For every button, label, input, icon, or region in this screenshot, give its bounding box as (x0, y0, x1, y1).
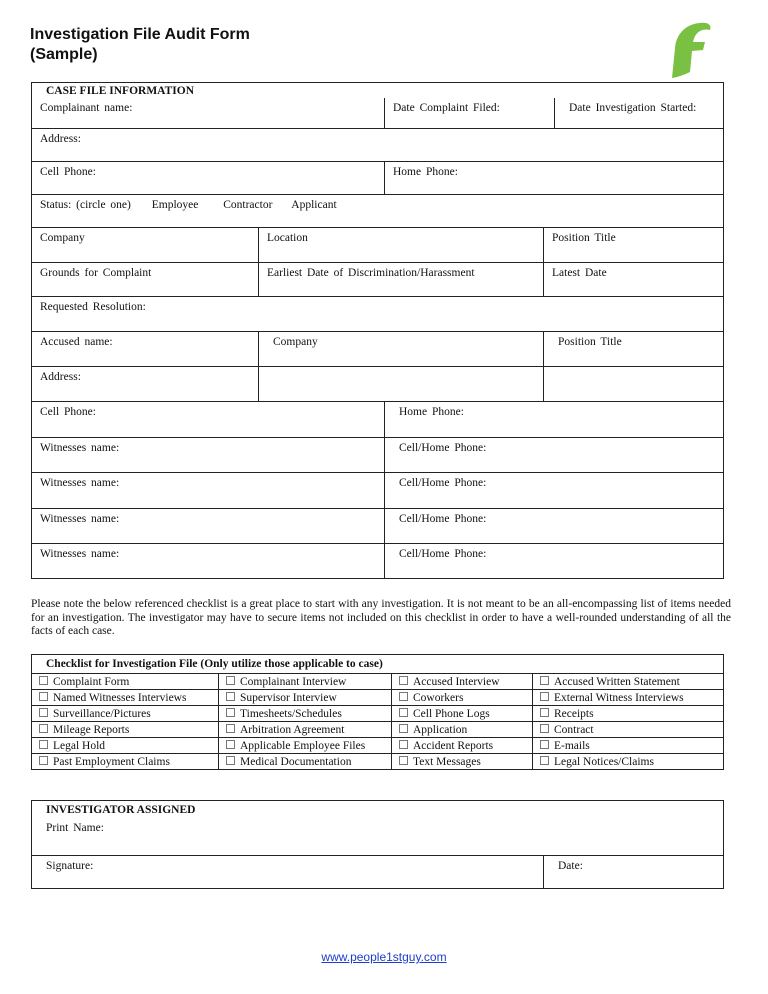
checklist-item-label: E-mails (554, 739, 590, 752)
checkbox-icon[interactable] (39, 676, 48, 685)
checkbox-icon[interactable] (540, 756, 549, 765)
checklist-item-label: Medical Documentation (240, 755, 352, 768)
status-option-contractor[interactable]: Contractor (223, 198, 273, 211)
accused-cell-phone-field[interactable]: Cell Phone: (32, 401, 385, 437)
checklist-item[interactable] (533, 722, 724, 738)
accused-address-cell-3[interactable] (544, 366, 724, 401)
checkbox-icon[interactable] (540, 692, 549, 701)
checklist-row (32, 754, 724, 770)
checkbox-icon[interactable] (39, 740, 48, 749)
accused-home-phone-field[interactable]: Home Phone: (385, 401, 724, 437)
checkbox-icon[interactable] (540, 676, 549, 685)
checklist-item-label: Timesheets/Schedules (240, 707, 342, 720)
checklist-header: Checklist for Investigation File (Only utilize those applicable to case) (32, 655, 724, 674)
checklist-item-label: Accused Written Statement (554, 675, 680, 688)
checklist-item[interactable] (219, 738, 392, 754)
checklist-item[interactable] (219, 722, 392, 738)
checkbox-icon[interactable] (399, 756, 408, 765)
checklist-item[interactable] (392, 738, 533, 754)
checkbox-icon[interactable] (540, 724, 549, 733)
form-title (30, 25, 250, 65)
checklist-table (31, 654, 724, 770)
status-label: Status: (circle one) (40, 198, 131, 211)
checklist-item-label: Coworkers (413, 691, 464, 704)
witness-4-phone-field[interactable]: Cell/Home Phone: (385, 543, 724, 578)
checklist-item[interactable] (219, 690, 392, 706)
checklist-item[interactable] (32, 754, 219, 770)
checklist-item[interactable] (533, 690, 724, 706)
people-first-logo-icon (662, 20, 714, 80)
checklist-note: Please note the below referenced checklist is a great place to start with any investigation. It is not meant to be an all-encompassing list of items needed for an investigation. The investigator may have to secure items not included on this checklist in order to have a well-rounded understanding of all the facts of each case. (31, 598, 731, 637)
status-option-employee[interactable]: Employee (151, 198, 199, 211)
checklist-item-label: Accident Reports (413, 739, 494, 752)
checkbox-icon[interactable] (39, 724, 48, 733)
checkbox-icon[interactable] (39, 692, 48, 701)
checklist-item-label: Applicable Employee Files (240, 739, 366, 752)
requested-resolution-field[interactable]: Requested Resolution: (32, 296, 724, 331)
checklist-item-label: Application (413, 723, 468, 736)
witness-3-name-field[interactable]: Witnesses name: (32, 508, 385, 543)
website-link[interactable]: www.people1stguy.com (321, 950, 447, 964)
investigator-assigned-table (31, 800, 724, 889)
print-name-field[interactable]: Print Name: (32, 821, 724, 855)
checklist-item-label: Accused Interview (413, 675, 500, 688)
footer (0, 950, 768, 964)
checklist-row (32, 674, 724, 690)
checklist-item[interactable] (392, 674, 533, 690)
checklist-item[interactable] (32, 738, 219, 754)
status-option-applicant[interactable]: Applicant (291, 198, 337, 211)
checklist-item[interactable] (32, 674, 219, 690)
checkbox-icon[interactable] (226, 692, 235, 701)
title-line-1: Investigation File Audit Form (30, 26, 250, 43)
checklist-item-label: External Witness Interviews (554, 691, 684, 704)
checkbox-icon[interactable] (399, 692, 408, 701)
checklist-item-label: Text Messages (413, 755, 481, 768)
checklist-item[interactable] (219, 674, 392, 690)
checklist-item[interactable] (32, 690, 219, 706)
accused-name-field[interactable]: Accused name: (32, 331, 259, 366)
checklist-row (32, 706, 724, 722)
witness-2-name-field[interactable]: Witnesses name: (32, 472, 385, 508)
accused-address-field[interactable]: Address: (32, 366, 259, 401)
checkbox-icon[interactable] (399, 708, 408, 717)
complainant-location-field[interactable]: Location (259, 227, 544, 262)
date-field[interactable]: Date: (544, 855, 724, 888)
checkbox-icon[interactable] (540, 708, 549, 717)
checkbox-icon[interactable] (226, 724, 235, 733)
witness-1-name-field[interactable]: Witnesses name: (32, 437, 385, 472)
checklist-row (32, 722, 724, 738)
checklist-item[interactable] (32, 706, 219, 722)
checklist-item-label: Complainant Interview (240, 675, 347, 688)
checklist-item[interactable] (392, 706, 533, 722)
date-investigation-started-field[interactable]: Date Investigation Started: (555, 98, 724, 128)
witness-2-phone-field[interactable]: Cell/Home Phone: (385, 472, 724, 508)
checklist-item-label: Cell Phone Logs (413, 707, 490, 720)
grounds-for-complaint-field[interactable]: Grounds for Complaint (32, 262, 259, 296)
checklist-item-label: Past Employment Claims (53, 755, 170, 768)
checklist-item[interactable] (219, 706, 392, 722)
checklist-item-label: Receipts (554, 707, 594, 720)
witness-3-phone-field[interactable]: Cell/Home Phone: (385, 508, 724, 543)
case-file-header: CASE FILE INFORMATION (32, 83, 724, 99)
complainant-name-field[interactable]: Complainant name: (32, 98, 385, 128)
accused-company-field[interactable]: Company (259, 331, 544, 366)
case-file-information-table (31, 82, 724, 579)
checklist-item[interactable] (392, 722, 533, 738)
investigator-header: INVESTIGATOR ASSIGNED (32, 801, 724, 822)
checkbox-icon[interactable] (39, 708, 48, 717)
checklist-item[interactable] (533, 674, 724, 690)
checklist-item[interactable] (392, 690, 533, 706)
checklist-item-label: Mileage Reports (53, 723, 130, 736)
status-field (32, 194, 724, 227)
complainant-company-field[interactable]: Company (32, 227, 259, 262)
checklist-item[interactable] (533, 738, 724, 754)
checklist-item-label: Legal Hold (53, 739, 106, 752)
title-line-2: (Sample) (30, 46, 98, 63)
checkbox-icon[interactable] (226, 740, 235, 749)
checkbox-icon[interactable] (399, 676, 408, 685)
checklist-item[interactable] (219, 754, 392, 770)
checklist-item-label: Named Witnesses Interviews (53, 691, 187, 704)
checklist-item[interactable] (533, 706, 724, 722)
checkbox-icon[interactable] (39, 756, 48, 765)
checklist-item-label: Contract (554, 723, 594, 736)
checklist-item-label: Surveillance/Pictures (53, 707, 151, 720)
checkbox-icon[interactable] (399, 740, 408, 749)
complainant-position-title-field[interactable]: Position Title (544, 227, 724, 262)
checklist-item-label: Arbitration Agreement (240, 723, 345, 736)
complainant-cell-phone-field[interactable]: Cell Phone: (32, 161, 385, 194)
checklist-item[interactable] (392, 754, 533, 770)
complainant-home-phone-field[interactable]: Home Phone: (385, 161, 724, 194)
checklist-item[interactable] (533, 754, 724, 770)
witness-1-phone-field[interactable]: Cell/Home Phone: (385, 437, 724, 472)
accused-address-cell-2[interactable] (259, 366, 544, 401)
checklist-item[interactable] (32, 722, 219, 738)
checkbox-icon[interactable] (540, 740, 549, 749)
checkbox-icon[interactable] (226, 708, 235, 717)
earliest-date-field[interactable]: Earliest Date of Discrimination/Harassment (259, 262, 544, 296)
signature-field[interactable]: Signature: (32, 855, 544, 888)
latest-date-field[interactable]: Latest Date (544, 262, 724, 296)
witness-4-name-field[interactable]: Witnesses name: (32, 543, 385, 578)
checkbox-icon[interactable] (226, 676, 235, 685)
checklist-row (32, 738, 724, 754)
checklist-item-label: Complaint Form (53, 675, 130, 688)
checklist-item-label: Legal Notices/Claims (554, 755, 654, 768)
checkbox-icon[interactable] (399, 724, 408, 733)
complainant-address-field[interactable]: Address: (32, 128, 724, 161)
date-complaint-filed-field[interactable]: Date Complaint Filed: (385, 98, 555, 128)
checkbox-icon[interactable] (226, 756, 235, 765)
accused-position-title-field[interactable]: Position Title (544, 331, 724, 366)
checklist-item-label: Supervisor Interview (240, 691, 337, 704)
checklist-row (32, 690, 724, 706)
